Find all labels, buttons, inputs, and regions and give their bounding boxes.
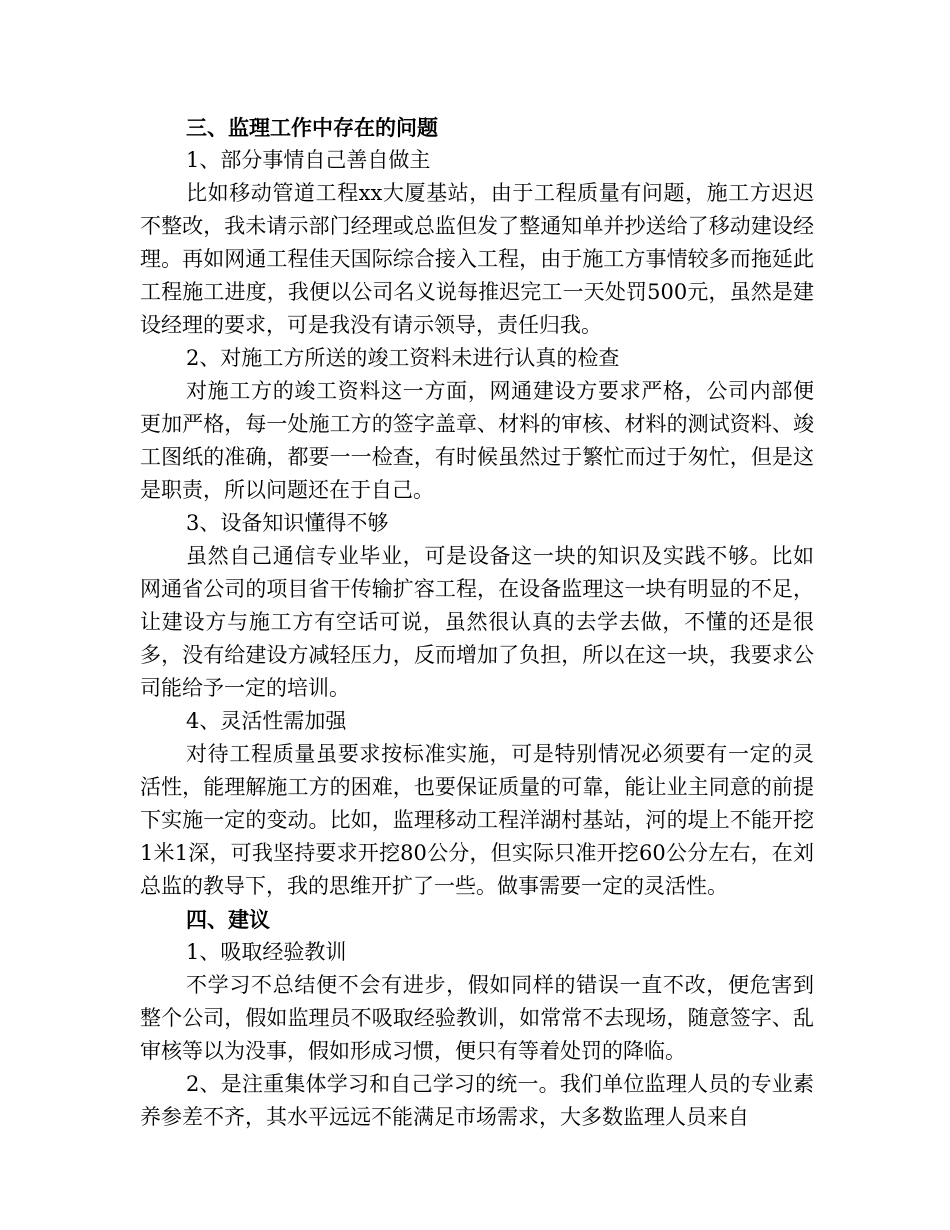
document-page bbox=[140, 111, 814, 1134]
paragraph-item-3: 虽然自己通信专业毕业，可是设备这一块的知识及实践不够。比如网通省公司的项目省干传输扩容工程，在设备监理这一块有明显的不足，让建设方与施工方有空话可说，虽然很认真的去学去做，不懂的还是很多，没有给建设方减轻压力，反而增加了负担，所以在这一块，我要求公司能给予一定的培训。 bbox=[140, 544, 814, 700]
subheading-item-1: 1、部分事情自己善自做主 bbox=[186, 148, 431, 172]
paragraph-item-4: 对待工程质量虽要求按标准实施，可是特别情况必须要有一定的灵活性，能理解施工方的困难，也要保证质量的可靠，能让业主同意的前提下实施一定的变动。比如，监理移动工程洋湖村基站，河的堤上不能开挖1米1深，可我坚持要求开挖80公分，但实际只准开挖60公分左右，在刘总监的教导下，我的思维开扩了一些。做事需要一定的灵活性。 bbox=[140, 742, 814, 898]
paragraph-suggestion-2: 2、是注重集体学习和自己学习的统一。我们单位监理人员的专业素养参差不齐，其水平远远不能满足市场需求，大多数监理人员来自 bbox=[140, 1072, 814, 1129]
section-heading-problems: 三、监理工作中存在的问题 bbox=[186, 115, 438, 140]
subheading-item-2: 2、对施工方所送的竣工资料未进行认真的检查 bbox=[186, 346, 620, 370]
paragraph-item-1: 比如移动管道工程xx大厦基站，由于工程质量有问题，施工方迟迟不整改，我未请示部门经理或总监但发了整通知单并抄送给了移动建设经理。再如网通工程佳天国际综合接入工程，由于施工方事情较多而拖延此工程施工进度，我便以公司名义说每推迟完工一天处罚500元，虽然是建设经理的要求，可是我没有请示领导，责任归我。 bbox=[140, 181, 814, 337]
subheading-item-3: 3、设备知识懂得不够 bbox=[186, 511, 389, 535]
section-heading-suggestions: 四、建议 bbox=[186, 907, 270, 932]
subheading-item-4: 4、灵活性需加强 bbox=[186, 709, 347, 733]
paragraph-suggestion-1: 不学习不总结便不会有进步，假如同样的错误一直不改，便危害到整个公司，假如监理员不吸取经验教训，如常常不去现场，随意签字、乱审核等以为没事，假如形成习惯，便只有等着处罚的降临。 bbox=[140, 973, 814, 1063]
subheading-suggestion-1: 1、吸取经验教训 bbox=[186, 940, 347, 964]
paragraph-item-2: 对施工方的竣工资料这一方面，网通建设方要求严格，公司内部便更加严格，每一处施工方的签字盖章、材料的审核、材料的测试资料、竣工图纸的准确，都要一一检查，有时候虽然过于繁忙而过于匆忙，但是这是职责，所以问题还在于自己。 bbox=[140, 379, 814, 502]
